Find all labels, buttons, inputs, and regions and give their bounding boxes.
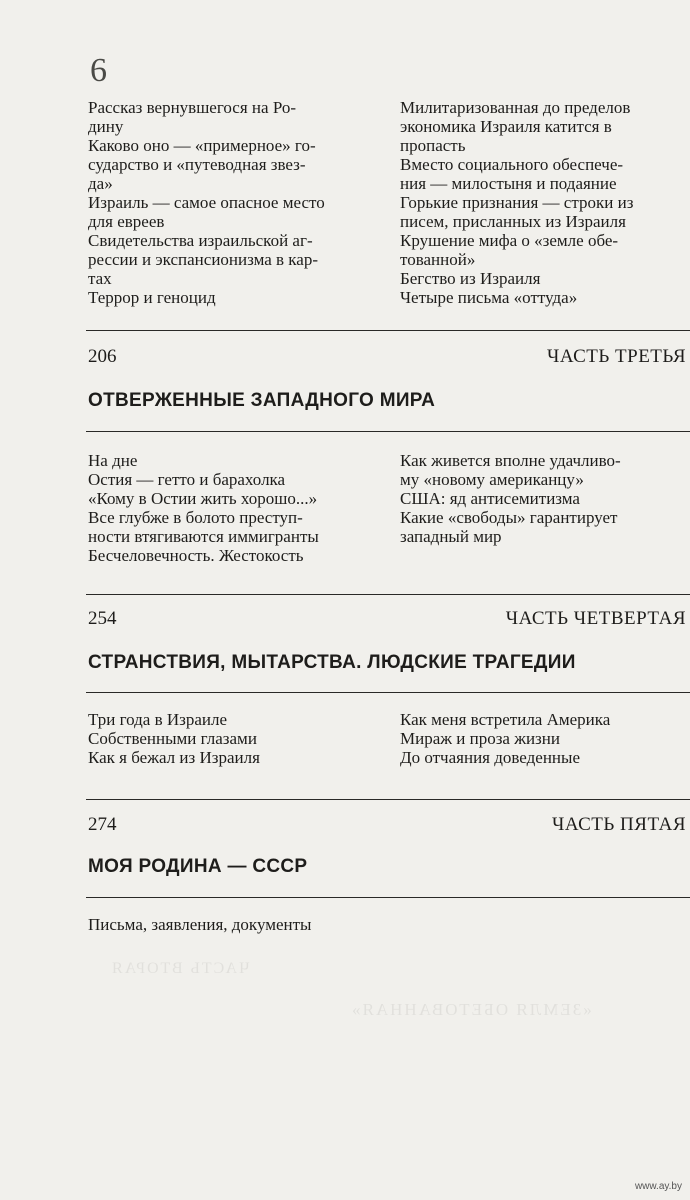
part4-right-column <box>400 710 688 767</box>
toc-entry: Четыре письма «оттуда» <box>400 288 578 307</box>
toc-entry: ности втягиваются иммигранты <box>88 527 319 546</box>
toc-entry: Милитаризованная до пределов <box>400 98 631 117</box>
section-rule <box>86 799 690 800</box>
toc-entry: Как меня встретила Америка <box>400 710 611 729</box>
toc-entry: Горькие признания — строки из <box>400 193 634 212</box>
toc-entry: Как я бежал из Израиля <box>88 748 260 767</box>
toc-entry: для евреев <box>88 212 165 231</box>
toc-entry: Три года в Израиле <box>88 710 228 729</box>
bleed-through-heading: ЧАСТЬ ВТОРАЯ <box>110 960 250 977</box>
toc-entry: США: яд антисемитизма <box>400 489 580 508</box>
part5-left-column <box>88 915 378 934</box>
toc-entry: рессии и экспансионизма в кар- <box>88 250 319 269</box>
toc-entry: Собственными глазами <box>88 729 257 748</box>
toc-entry: На дне <box>88 451 138 470</box>
toc-entry: Какие «свободы» гарантирует <box>400 508 618 527</box>
toc-entry: тованной» <box>400 250 476 269</box>
part3-right-column <box>400 451 688 546</box>
toc-entry: дину <box>88 117 124 136</box>
toc-entry: писем, присланных из Израиля <box>400 212 626 231</box>
toc-entry: Письма, заявления, документы <box>88 915 312 934</box>
part-title: ОТВЕРЖЕННЫЕ ЗАПАДНОГО МИРА <box>88 390 436 411</box>
watermark: www.ay.by <box>634 1181 682 1192</box>
part-label: ЧАСТЬ ТРЕТЬЯ <box>546 346 686 367</box>
toc-entry: Крушение мифа о «земле обе- <box>400 231 619 250</box>
part-title: СТРАНСТВИЯ, МЫТАРСТВА. ЛЮДСКИЕ ТРАГЕДИИ <box>88 652 576 673</box>
part4-left-column <box>88 710 378 767</box>
toc-entry: Как живется вполне удачливо- <box>400 451 621 470</box>
toc-entry: Мираж и проза жизни <box>400 729 560 748</box>
part-title: МОЯ РОДИНА — СССР <box>88 856 308 877</box>
toc-entry: Рассказ вернувшегося на Ро- <box>88 98 297 117</box>
toc-entry: Израиль — самое опасное место <box>88 193 325 212</box>
bleed-through-title: «ЗЕМЛЯ ОБЕТОВАННАЯ» <box>350 1000 592 1019</box>
title-rule <box>86 431 690 432</box>
part-page-number: 206 <box>88 346 117 367</box>
toc-entry: «Кому в Остии жить хорошо...» <box>88 489 318 508</box>
part-label: ЧАСТЬ ПЯТАЯ <box>551 814 686 835</box>
toc-entry: Свидетельства израильской аг- <box>88 231 313 250</box>
toc-entry: западный мир <box>400 527 502 546</box>
part3-left-column <box>88 451 378 565</box>
toc-entry: экономика Израиля катится в <box>400 117 612 136</box>
part-page-number: 254 <box>88 608 117 629</box>
toc-entry: пропасть <box>400 136 466 155</box>
toc-entry: му «новому американцу» <box>400 470 584 489</box>
toc-entry: Каково оно — «примерное» го- <box>88 136 316 155</box>
intro-left-column <box>88 98 378 307</box>
part-page-number: 274 <box>88 814 117 835</box>
toc-entry: Бегство из Израиля <box>400 269 541 288</box>
page-number: 6 <box>90 52 107 89</box>
toc-entry: Вместо социального обеспече- <box>400 155 624 174</box>
title-rule <box>86 897 690 898</box>
toc-entry: Бесчеловечность. Жестокость <box>88 546 304 565</box>
toc-entry: сударство и «путеводная звез- <box>88 155 306 174</box>
toc-entry: ния — милостыня и подаяние <box>400 174 617 193</box>
intro-right-column <box>400 98 688 307</box>
toc-entry: тах <box>88 269 112 288</box>
toc-entry: До отчаяния доведенные <box>400 748 580 767</box>
toc-entry: да» <box>88 174 113 193</box>
toc-entry: Остия — гетто и барахолка <box>88 470 286 489</box>
toc-entry: Все глубже в болото преступ- <box>88 508 303 527</box>
section-rule <box>86 594 690 595</box>
section-rule <box>86 330 690 331</box>
title-rule <box>86 692 690 693</box>
part-label: ЧАСТЬ ЧЕТВЕРТАЯ <box>505 608 686 629</box>
toc-entry: Террор и геноцид <box>88 288 216 307</box>
